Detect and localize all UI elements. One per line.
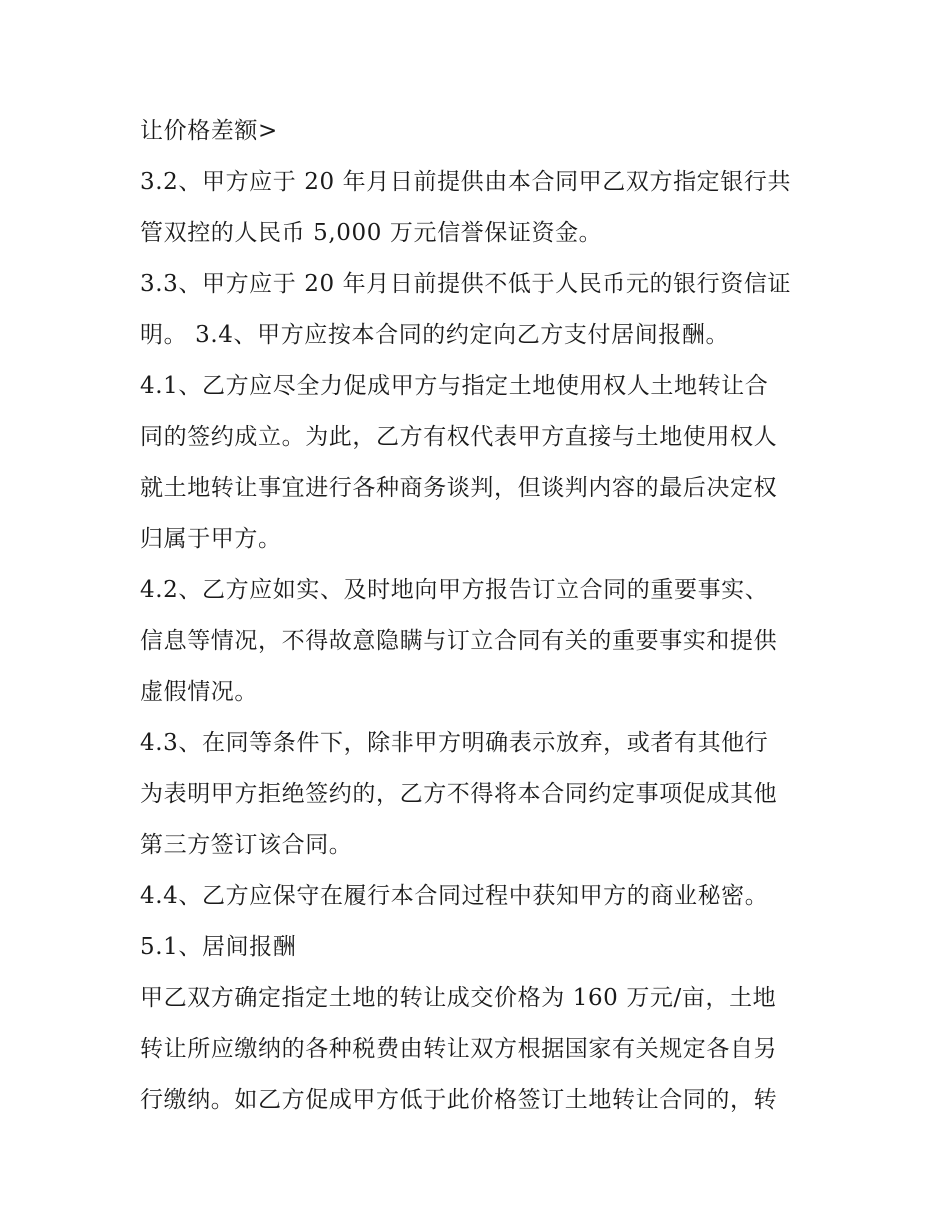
text-line: 转让所应缴纳的各种税费由转让双方根据国家有关规定各自另 [140, 1036, 778, 1062]
text-line: 5.1、居间报酬 [140, 934, 297, 960]
contract-body-text [140, 106, 820, 1126]
text-line: 同的签约成立。为此，乙方有权代表甲方直接与土地使用权人 [140, 424, 778, 450]
text-line: 甲乙双方确定指定土地的转让成交价格为 160 万元/亩，土地 [140, 985, 777, 1011]
text-line: 4.1、乙方应尽全力促成甲方与指定土地使用权人土地转让合 [140, 373, 769, 399]
text-line: 归属于甲方。 [140, 526, 282, 552]
text-line: 4.3、在同等条件下，除非甲方明确表示放弃，或者有其他行 [140, 730, 769, 756]
text-line: 明。 3.4、甲方应按本合同的约定向乙方支付居间报酬。 [140, 322, 730, 348]
text-line: 第三方签订该合同。 [140, 832, 353, 858]
text-line: 4.4、乙方应保守在履行本合同过程中获知甲方的商业秘密。 [140, 883, 769, 909]
text-line: 3.2、甲方应于 20 年月日前提供由本合同甲乙双方指定银行共 [140, 169, 792, 195]
text-line: 虚假情况。 [140, 679, 258, 705]
text-line: 3.3、甲方应于 20 年月日前提供不低于人民币元的银行资信证 [140, 271, 792, 297]
text-line: 就土地转让事宜进行各种商务谈判，但谈判内容的最后决定权 [140, 475, 778, 501]
text-line: 信息等情况，不得故意隐瞒与订立合同有关的重要事实和提供 [140, 628, 778, 654]
text-line: 4.2、乙方应如实、及时地向甲方报告订立合同的重要事实、 [140, 577, 769, 603]
text-line: 行缴纳。如乙方促成甲方低于此价格签订土地转让合同的，转 [140, 1087, 778, 1113]
text-line: 让价格差额> [140, 118, 278, 144]
text-line: 为表明甲方拒绝签约的，乙方不得将本合同约定事项促成其他 [140, 781, 778, 807]
text-line: 管双控的人民币 5,000 万元信誉保证资金。 [140, 220, 603, 246]
